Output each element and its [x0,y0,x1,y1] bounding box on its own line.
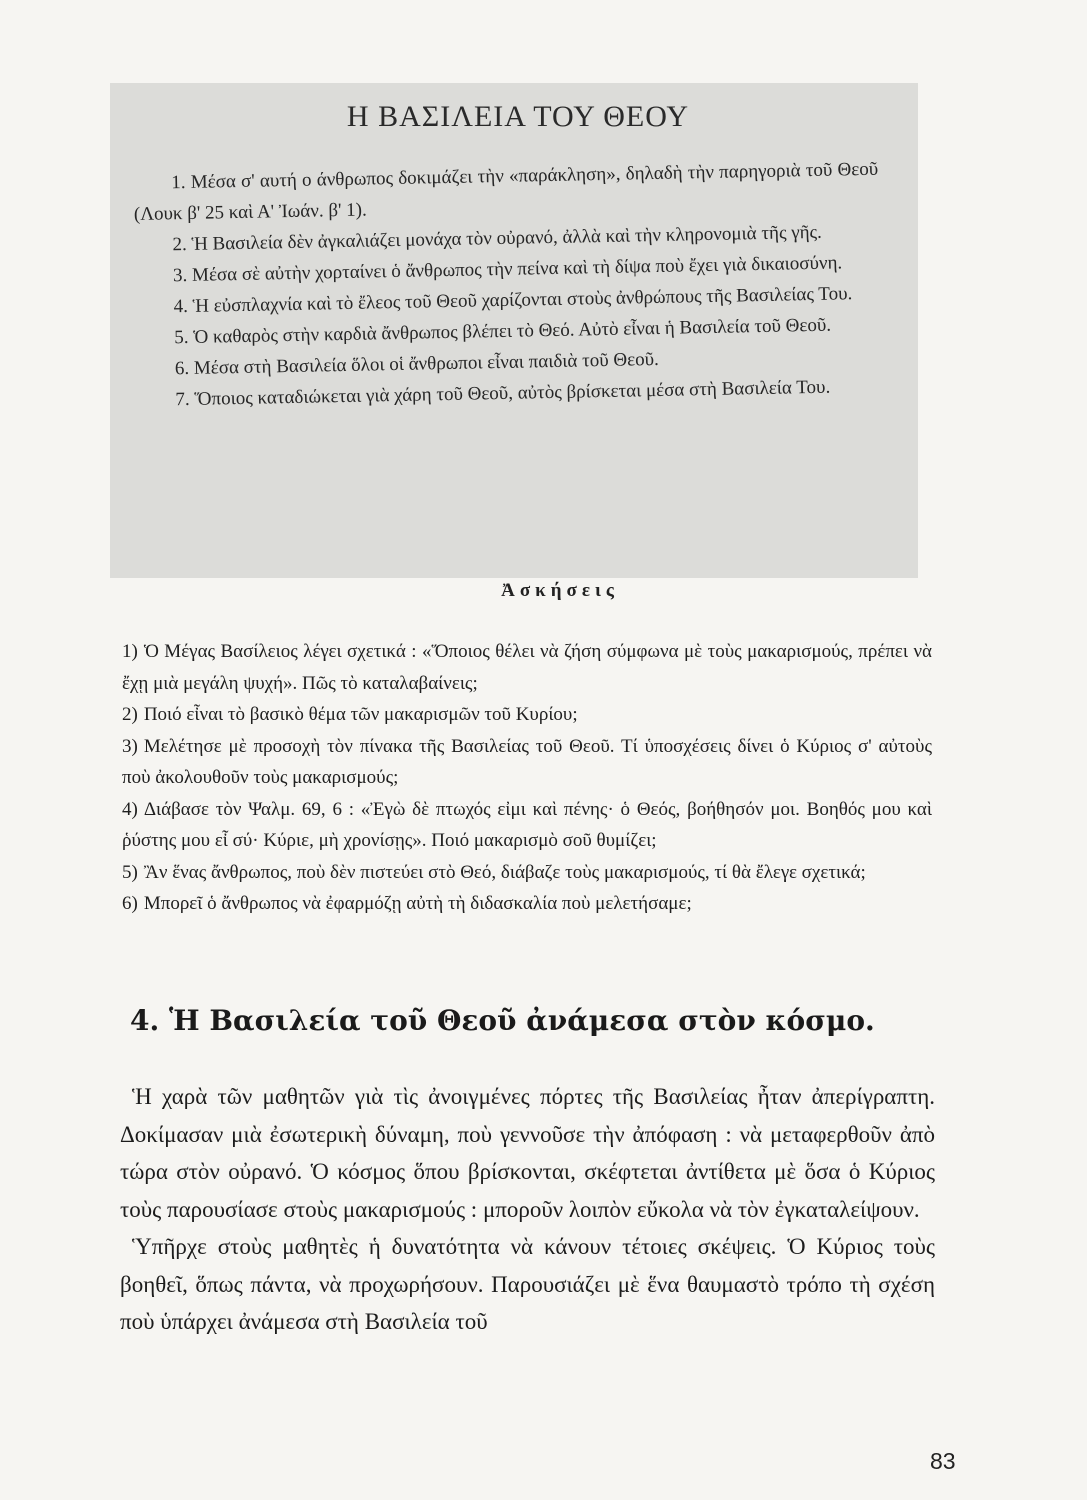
exercise-item [122,731,932,794]
exercise-number: 6) [122,893,138,914]
exercise-text: Μπορεῖ ὁ ἄνθρωπος νὰ ἐφαρμόζῃ αὐτὴ τὴ διδασκαλία ποὺ μελετήσαμε; [143,893,692,914]
exercise-text: Διάβασε τὸν Ψαλμ. 69, 6 : «Ἐγὼ δὲ πτωχός εἰμι καὶ πένης· ὁ Θεός, βοήθησόν μοι. Βοηθός μου καὶ ῥύστης μου εἶ σύ· Κύριε, μὴ χρονίσῃς». Ποιό μακαρισμὸ σοῦ θυμίζει; [122,798,932,851]
exercise-item [122,636,932,699]
exercise-text: Ὁ Μέγας Βασίλειος λέγει σχετικά : «Ὅποιος θέλει νὰ ζήση σύμφωνα μὲ τοὺς μακαρισμούς, πρέπει νὰ ἔχῃ μιὰ μεγάλη ψυχή». Πῶς τὸ καταλαβαίνεις; [122,641,932,694]
exercises-list [122,636,932,920]
exercise-number: 1) [122,641,138,662]
body-paragraph: Ἡ χαρὰ τῶν μαθητῶν γιὰ τὶς ἀνοιγμένες πόρτες τῆς Βασιλείας ἦταν ἀπερίγραπτη. Δοκίμασαν μιὰ ἐσωτερικὴ δύναμη, ποὺ γεννοῦσε τὴν ἀπόφαση : νὰ μεταφερθοῦν ἀπὸ τώρα στὸν οὐρανό. Ὁ κόσμος ὅπου βρίσκονται, σκέφτεται ἀντίθετα μὲ ὅσα ὁ Κύριος τοὺς παρουσίασε στοὺς μακαρισμούς : μποροῦν λοιπὸν εὔκολα νὰ τὸν ἐγκαταλείψουν. [120,1084,935,1222]
summary-item: 3. Μέσα σὲ αὐτὴν χορταίνει ὁ ἄνθρωπος τὴν πείνα καὶ τὴ δίψα ποὺ ἔχει γιὰ δικαιοσύνη. [172,252,843,287]
summary-item: 2. Ἡ Βασιλεία δὲν ἀγκαλιάζει μονάχα τὸν οὐρανό, ἀλλὰ καὶ τὴν κληρονομιὰ τῆς γῆς. [172,221,823,256]
exercise-text: Μελέτησε μὲ προσοχὴ τὸν πίνακα τῆς Βασιλείας τοῦ Θεοῦ. Τί ὑποσχέσεις δίνει ὁ Κύριος σ' αὐτοὺς ποὺ ἀκολουθοῦν τοὺς μακαρισμούς; [122,735,932,788]
exercise-number: 5) [122,861,138,883]
summary-item: 7. Ὅποιος καταδιώκεται γιὰ χάρη τοῦ Θεοῦ, αὐτὸς βρίσκεται μέσα στὴ Βασιλεία Του. [175,376,831,411]
page-number: 83 [930,1448,956,1474]
exercise-number: 2) [122,704,138,725]
exercise-number: 4) [122,798,138,820]
summary-item: 5. Ὁ καθαρὸς στὴν καρδιὰ ἄνθρωπος βλέπει τὸ Θεό. Αὐτὸ εἶναι ἡ Βασιλεία τοῦ Θεοῦ. [174,314,832,349]
body-text [120,1078,935,1341]
exercise-item [122,857,932,889]
exercises-title: Ἀσκήσεις [501,580,619,601]
exercise-item [122,794,932,857]
summary-item: 6. Μέσα στὴ Βασιλεία ὅλοι οἱ ἄνθρωποι εἶναι παιδιὰ τοῦ Θεοῦ. [174,348,659,380]
exercise-number: 3) [122,735,138,757]
section-heading: 4. Ἡ Βασιλεία τοῦ Θεοῦ ἀνάμεσα στὸν κόσμο. [130,1004,875,1037]
exercise-item [122,699,932,731]
summary-box-title: Η ΒΑΣΙΛΕΙΑ ΤΟΥ ΘΕΟΥ [346,100,690,133]
exercise-item [122,888,932,920]
body-paragraph: Ὑπῆρχε στοὺς μαθητὲς ἡ δυνατότητα νὰ κάνουν τέτοιες σκέψεις. Ὁ Κύριος τοὺς βοηθεῖ, ὅπως πάντα, νὰ προχωρήσουν. Παρουσιάζει μὲ ἕνα θαυμαστὸ τρόπο τὴ σχέση ποὺ ὑπάρχει ἀνάμεσα στὴ Βασιλεία τοῦ [120,1234,935,1334]
exercise-text: Ποιό εἶναι τὸ βασικὸ θέμα τῶν μακαρισμῶν τοῦ Κυρίου; [143,704,578,725]
exercise-text: Ἂν ἕνας ἄνθρωπος, ποὺ δὲν πιστεύει στὸ Θεό, διάβαζε τοὺς μακαρισμούς, τί θὰ ἔλεγε σχετικά; [143,861,866,883]
summary-list [133,154,883,416]
summary-item: 1. Μέσα σ' αυτή ο άνθρωπος δοκιμάζει τὴν «παράκληση», δηλαδὴ τὴν παρηγοριὰ τοῦ Θεοῦ (Λουκ β' 25 καὶ Α' Ἰωάν. β' 1). [133,158,879,225]
summary-item: 4. Ἡ εὐσπλαχνία καὶ τὸ ἔλεος τοῦ Θεοῦ χαρίζονται στοὺς ἀνθρώπους τῆς Βασιλείας Του. [173,283,853,318]
